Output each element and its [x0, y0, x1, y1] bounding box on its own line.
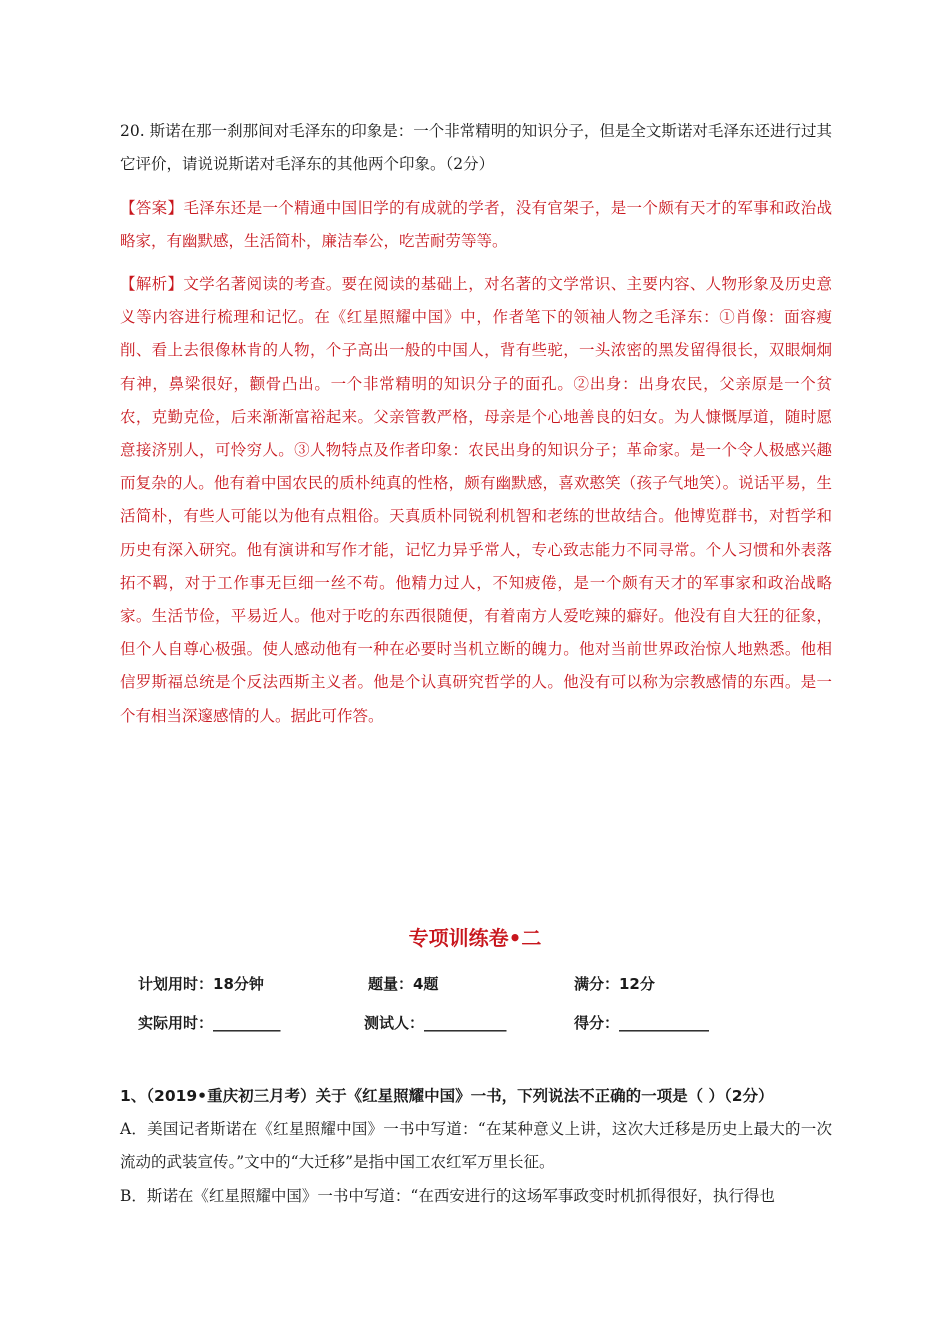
- score: 得分：____________: [574, 1014, 710, 1032]
- actual-time: 实际用时：_________: [138, 1014, 281, 1032]
- q20-analysis: 【解析】文学名著阅读的考查。要在阅读的基础上，对名著的文学常识、主要内容、人物形象及历史意义等内容进行梳理和记忆。在《红星照耀中国》中，作者笔下的领袖人物之毛泽东：①肖像：面容瘦削、看上去很像林肯的人物，个子高出一般的中国人，背有些驼，一头浓密的黑发留得很长，双眼炯炯有神，鼻梁很好，颧骨凸出。一个非常精明的知识分子的面孔。②出身：出身农民，父亲原是一个贫农，克勤克俭，后来渐渐富裕起来。父亲管教严格，母亲是个心地善良的妇女。为人慷慨厚道，随时愿意接济别人，可怜穷人。③人物特点及作者印象：农民出身的知识分子；革命家。是一个令人极感兴趣而复杂的人。他有着中国农民的质朴纯真的性格，颇有幽默感，喜欢憨笑（孩子气地笑）。说话平易，生活简朴，有些人可能以为他有点粗俗。天真质朴同锐利机智和老练的世故结合。他博览群书，对哲学和历史有深入研究。他有演讲和写作才能，记忆力异乎常人，专心致志能力不同寻常。个人习惯和外表落拓不羁，对于工作事无巨细一丝不苟。他精力过人，不知疲倦，是一个颇有天才的军事家和政治战略家。生活节俭，平易近人。他对于吃的东西很随便，有着南方人爱吃辣的癖好。他没有自大狂的征象，但个人自尊心极强。使人感动他有一种在必要时当机立断的魄力。他对当前世界政治惊人地熟悉。他相信罗斯福总统是个反法西斯主义者。他是个认真研究哲学的人。他没有可以称为宗教感情的东西。是一个有相当深邃感情的人。据此可作答。: [120, 275, 832, 725]
- q20-block: [120, 115, 832, 181]
- q20-answer-block: [120, 192, 832, 258]
- question-count: 题量：4题: [368, 975, 439, 993]
- section-title: 专项训练卷•二: [408, 926, 542, 950]
- q1-question: 1、（2019•重庆初三月考）关于《红星照耀中国》一书，下列说法不正确的一项是（ ）（2分）: [120, 1087, 774, 1105]
- full-score: 满分：12分: [574, 975, 655, 993]
- q1-block: [120, 1080, 832, 1213]
- q1-option-a: A．美国记者斯诺在《红星照耀中国》一书中写道：“在某种意义上讲，这次大迁移是历史上最大的一次流动的武装宣传。”文中的“大迁移”是指中国工农红军万里长征。: [120, 1120, 832, 1172]
- q1-option-b: B．斯诺在《红星照耀中国》一书中写道：“在西安进行的这场军事政变时机抓得很好，执行得也: [120, 1186, 775, 1205]
- planned-time: 计划用时：18分钟: [138, 975, 264, 993]
- q20-analysis-block: [120, 268, 832, 733]
- tester: 测试人：___________: [364, 1014, 507, 1032]
- q20-question: 20. 斯诺在那一刹那间对毛泽东的印象是：一个非常精明的知识分子，但是全文斯诺对毛泽东还进行过其它评价，请说说斯诺对毛泽东的其他两个印象。（2分）: [120, 122, 832, 174]
- q20-answer: 【答案】毛泽东还是一个精通中国旧学的有成就的学者，没有官架子，是一个颇有天才的军事和政治战略家，有幽默感，生活简朴，廉洁奉公，吃苦耐劳等等。: [120, 199, 832, 251]
